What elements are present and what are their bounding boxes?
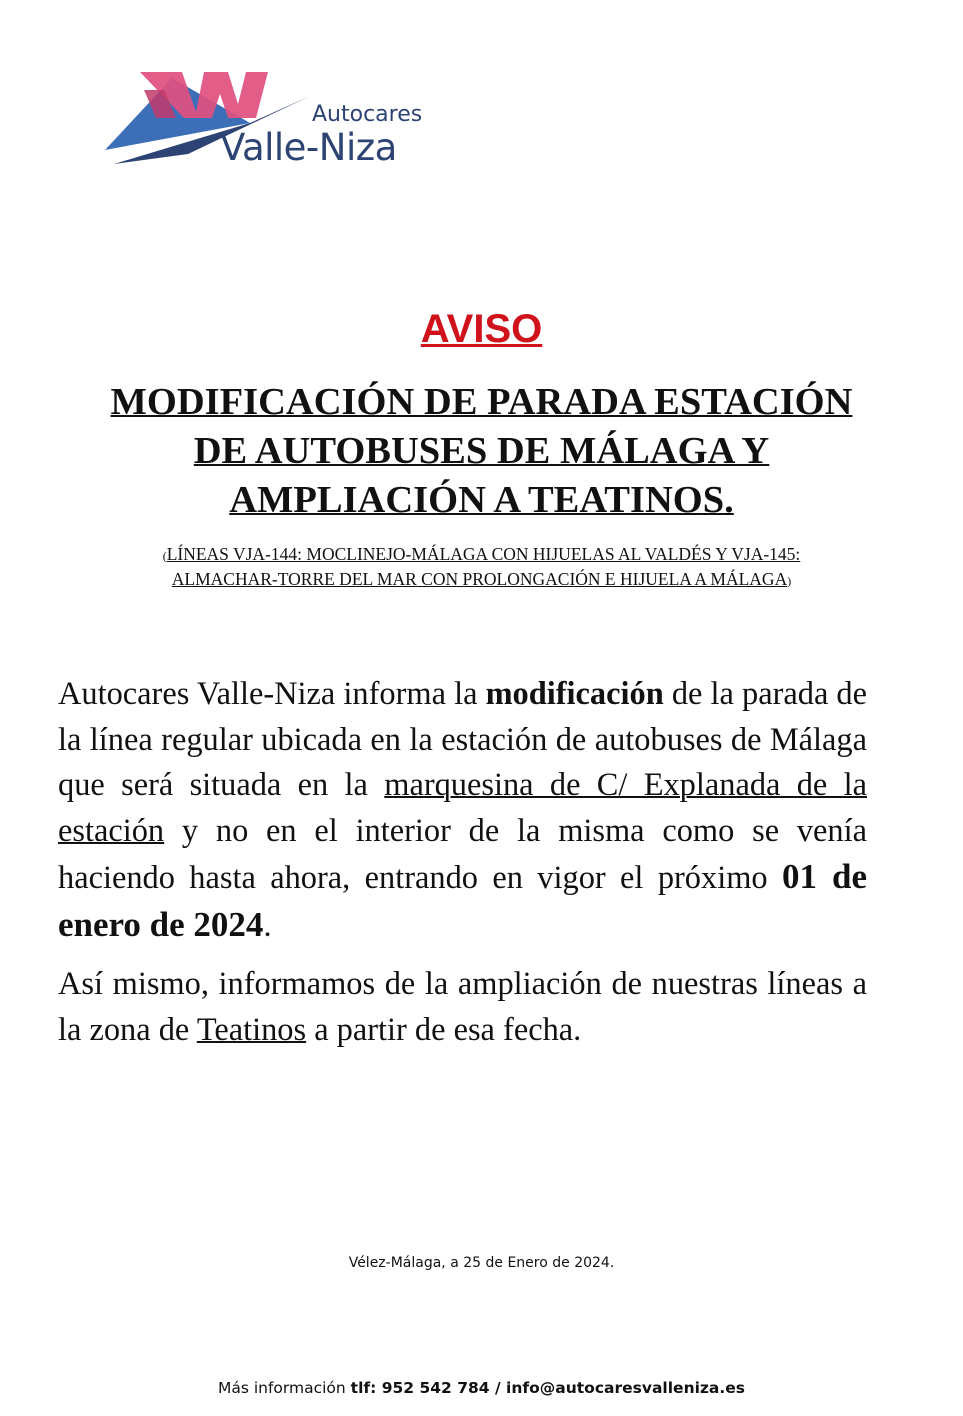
p1-text-1: Autocares Valle-Niza informa la [58, 676, 486, 712]
notice-heading: AVISO [420, 307, 543, 351]
subtitle-close-paren: ) [787, 574, 792, 588]
notice-title [70, 378, 893, 525]
title-line-1: MODIFICACIÓN DE PARADA ESTACIÓN [110, 381, 853, 423]
subtitle-line-1: LÍNEAS VJA-144: MOCLINEJO-MÁLAGA CON HIJUELAS AL VALDÉS Y VJA-145: [166, 544, 801, 564]
date-line: Vélez-Málaga, a 25 de Enero de 2024. [348, 1255, 615, 1271]
p1-text-4: . [263, 907, 272, 944]
footer-label: Más información [217, 1379, 351, 1397]
p2-text-2: a partir de esa fecha. [306, 1011, 582, 1048]
footer-contact [0, 1379, 963, 1397]
subtitle-open-paren: ( [162, 549, 167, 563]
p2-underlined-teatinos: Teatinos [196, 1011, 307, 1048]
title-line-2: DE AUTOBUSES DE MÁLAGA Y [193, 430, 770, 472]
paragraph-modification [58, 672, 867, 949]
logo-big-text: Valle-Niza [220, 126, 397, 169]
p2-text-1: Así mismo, informamos de la ampliación de nuestras líneas a la zona de [58, 966, 867, 1048]
p1-bold-date: 01 de enero de 2024 [58, 857, 868, 944]
company-logo [100, 68, 450, 178]
paragraph-expansion [58, 962, 867, 1053]
p1-underlined-location: marquesina de C/ Explanada de la estación [58, 767, 867, 849]
notice-subtitle [80, 543, 883, 593]
subtitle-line-2: ALMACHAR-TORRE DEL MAR CON PROLONGACIÓN E HIJUELA A MÁLAGA [171, 569, 788, 589]
title-line-3: AMPLIACIÓN A TEATINOS. [229, 479, 734, 521]
p1-bold-modification: modificación [485, 676, 664, 712]
p1-text-2: de la parada de la línea regular ubicada en la estación de autobuses de Málaga que será situada en la [58, 676, 868, 803]
footer-contact-details: tlf: 952 542 784 / info@autocaresvalleniza.es [350, 1379, 746, 1397]
p1-text-3: y no en el interior de la misma como se venía haciendo hasta ahora, entrando en vigor el próximo [58, 812, 867, 896]
logo-small-text: Autocares [312, 102, 423, 127]
